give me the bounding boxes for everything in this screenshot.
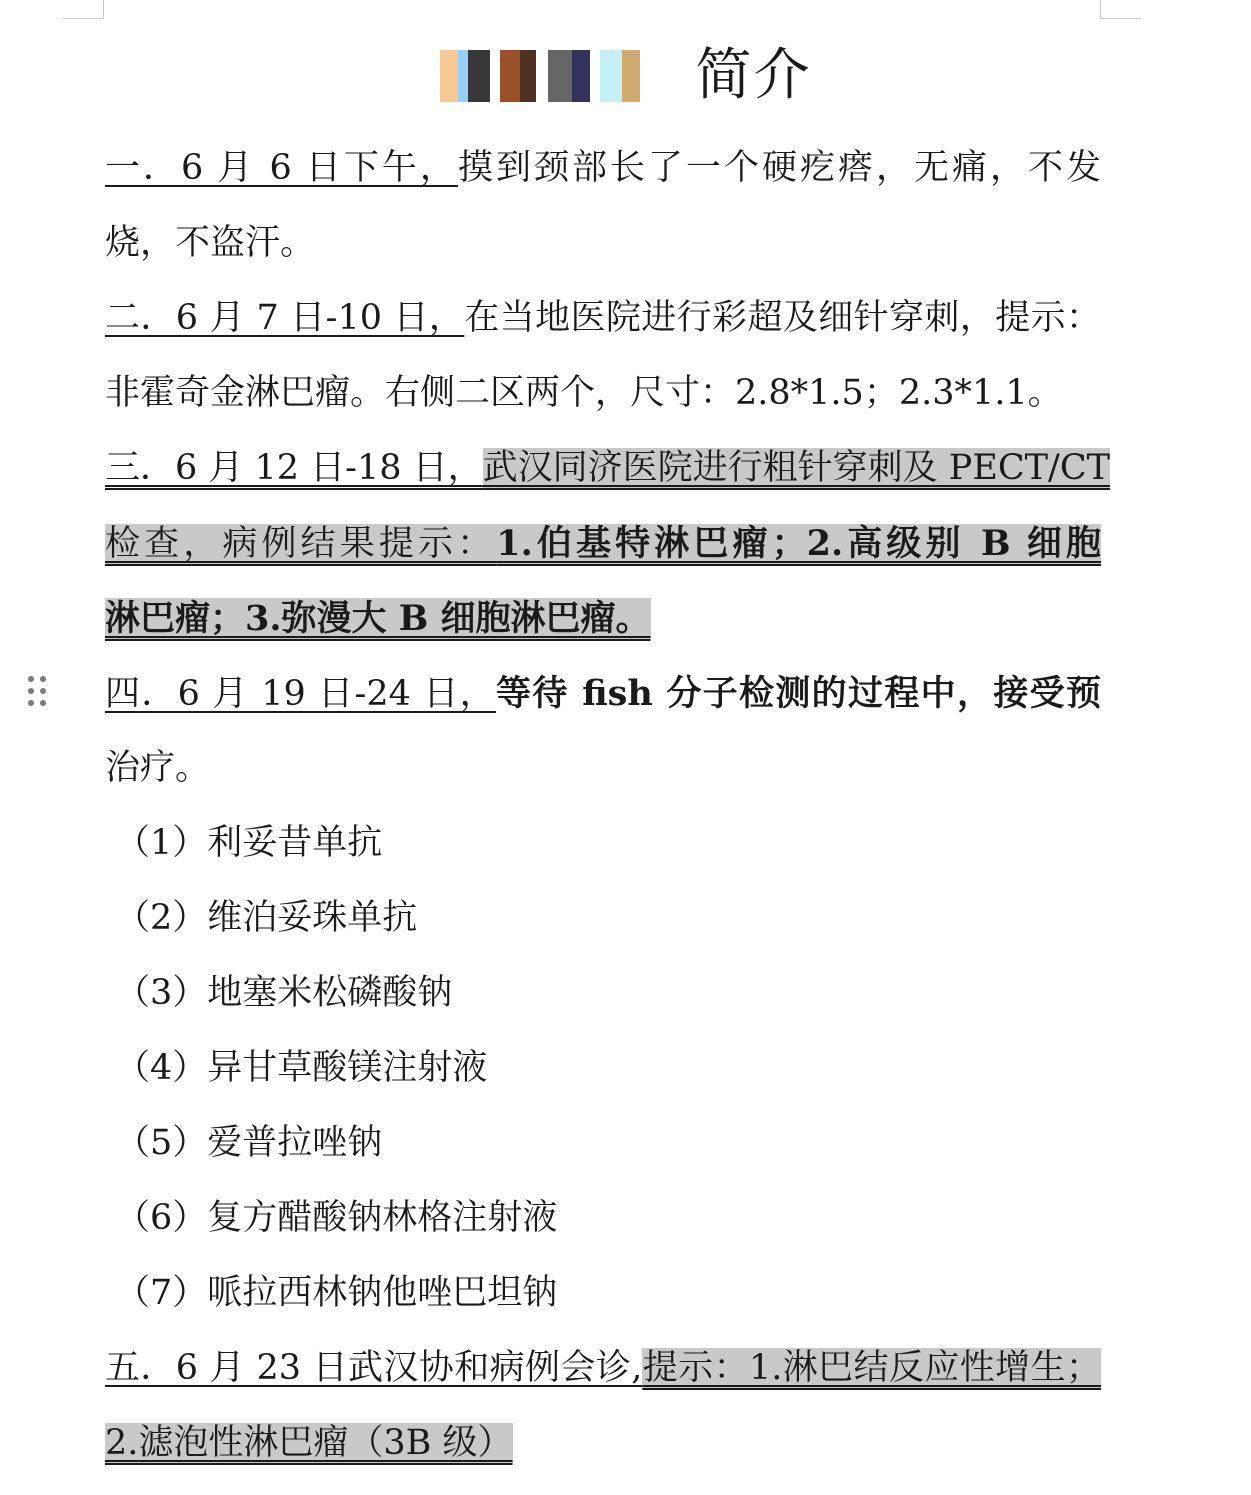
treatment-item: （1）利妥昔单抗 (115, 823, 383, 863)
paragraph-3-highlight-b-plain: 检查，病例结果提示： (105, 524, 497, 564)
paragraph-3-highlight-c: 淋巴瘤；3.弥漫大 B 细胞淋巴瘤。 (105, 598, 651, 639)
paragraph-2-date: 二．6 月 7 日-10 日， (105, 298, 465, 338)
drag-handle-icon[interactable] (28, 676, 48, 710)
paragraph-3-line-2 (105, 506, 1101, 581)
redacted-title-block (440, 50, 692, 102)
paragraph-3-date: 三．6 月 12 日-18 日， (105, 448, 483, 488)
paragraph-5-line-2 (105, 1406, 1101, 1481)
treatment-item: （5）爱普拉唑钠 (115, 1123, 383, 1163)
treatment-item: （3）地塞米松磷酸钠 (115, 973, 453, 1013)
paragraph-4-text-cont: 治疗。 (105, 748, 211, 788)
paragraph-1-text: 摸到颈部长了一个硬疙瘩，无痛，不发 (457, 148, 1101, 188)
document-title (0, 36, 1251, 116)
treatment-item: （2）维泊妥珠单抗 (115, 898, 418, 938)
paragraph-1-line-2 (105, 206, 1101, 281)
paragraph-5-highlight-a: 提示：1.淋巴结反应性增生； (642, 1348, 1101, 1388)
paragraph-2-line-2 (105, 356, 1101, 431)
paragraph-4-date: 四．6 月 19 日-24 日， (105, 674, 497, 714)
paragraph-2-line-1 (105, 281, 1101, 356)
paragraph-2-text-cont: 非霍奇金淋巴瘤。右侧二区两个，尺寸：2.8*1.5；2.3*1.1。 (105, 373, 1063, 413)
paragraph-4-line-2 (105, 731, 1101, 806)
paragraph-5-date: 五．6 月 23 日武汉协和病例会诊, (105, 1348, 643, 1388)
paragraph-3-highlight-b-bold: 1.伯基特淋巴瘤；2.高级别 B 细胞 (496, 523, 1101, 564)
treatment-item: （7）哌拉西林钠他唑巴坦钠 (115, 1273, 558, 1313)
paragraph-5-line-1 (105, 1331, 1101, 1406)
paragraph-3-highlight-a: 武汉同济医院进行粗针穿刺及 PECT/CT (482, 448, 1110, 488)
paragraph-1-date: 一．6 月 6 日下午， (105, 148, 458, 188)
paragraph-3-line-1 (105, 431, 1110, 506)
paragraph-4-text: 等待 fish 分子检测的过程中，接受预 (496, 673, 1101, 714)
page-corner-mark-right (1100, 0, 1141, 19)
page-corner-mark-left (63, 0, 104, 19)
treatment-item: （4）异甘草酸镁注射液 (115, 1048, 488, 1088)
paragraph-3-highlight-b (105, 524, 1101, 564)
paragraph-5-highlight-b: 2.滤泡性淋巴瘤（3B 级） (105, 1423, 513, 1463)
treatment-item: （6）复方醋酸钠林格注射液 (115, 1198, 558, 1238)
paragraph-1-text-cont: 烧，不盗汗。 (105, 223, 316, 263)
title-suffix: 简介 (695, 43, 812, 108)
document-body (105, 131, 1110, 1481)
paragraph-2-text: 在当地医院进行彩超及细针穿刺，提示： (464, 298, 1101, 338)
paragraph-4-line-1 (105, 656, 1101, 731)
paragraph-3-line-3 (105, 581, 1101, 656)
paragraph-1-line-1 (105, 131, 1101, 206)
